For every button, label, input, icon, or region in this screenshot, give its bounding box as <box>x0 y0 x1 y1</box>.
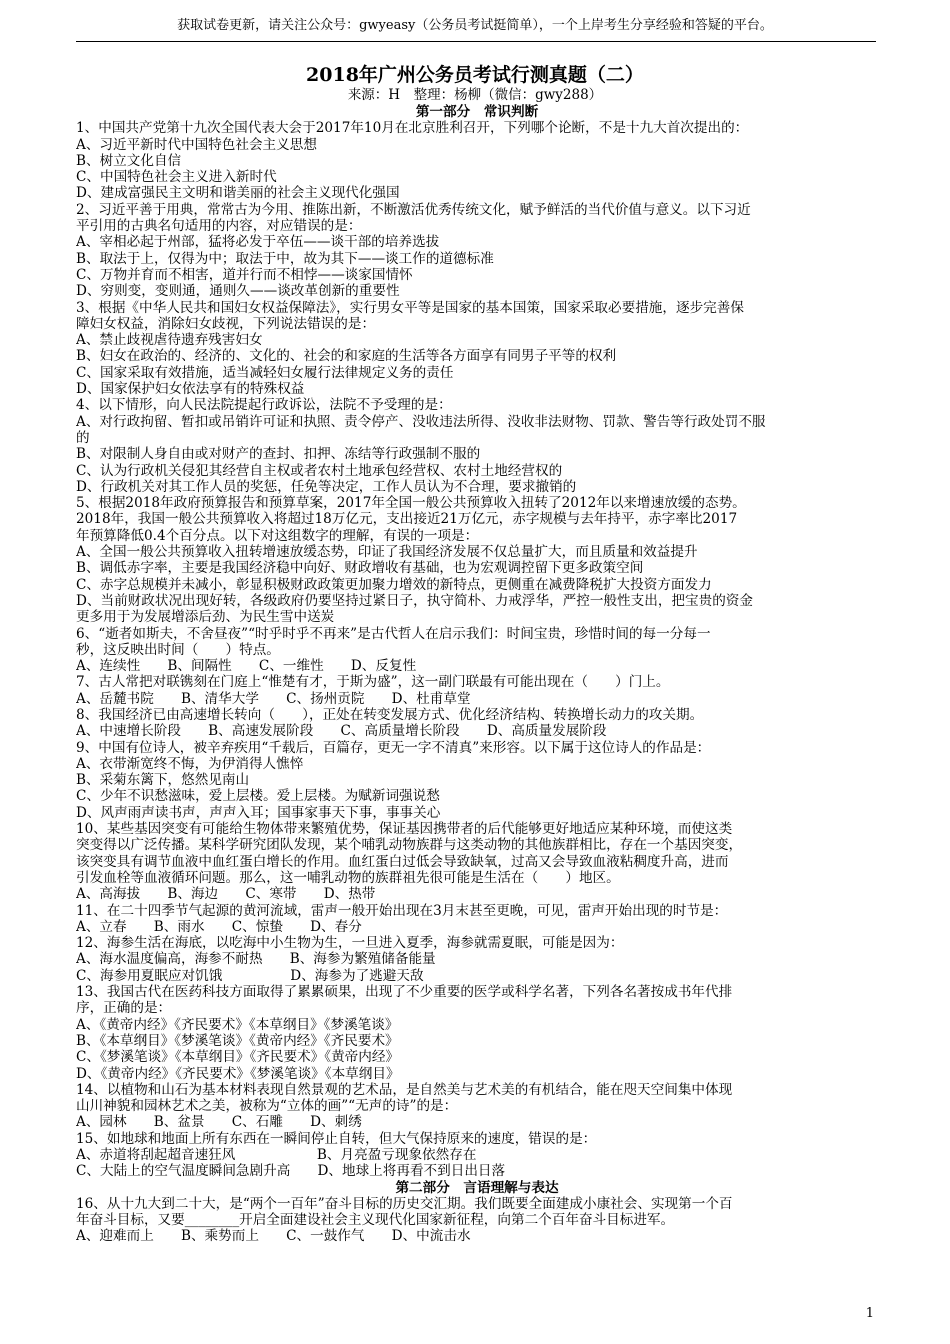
text-line: D、风声雨声读书声，声声入耳；国事家事天下事，事事关心 <box>76 804 441 821</box>
text-line: 11、在二十四季节气起源的黄河流域，雷声一般开始出现在3月末甚至更晚，可见，雷声开始出现的时节是： <box>76 902 728 919</box>
text-line: C、《梦溪笔谈》《本草纲目》《齐民要术》《黄帝内经》 <box>76 1049 400 1066</box>
text-line: 14、以植物和山石为基本材料表现自然景观的艺术品，是自然美与艺术美的有机结合，能在咫天空间集中体现 <box>76 1081 733 1098</box>
text-line: 2018年，我国一般公共预算收入将超过18万亿元，支出接近21万亿元，赤字规模与去年持平，赤字率比2017 <box>76 511 738 528</box>
text-line: A、岳麓书院 B、清华大学 C、扬州贡院 D、杜甫草堂 <box>76 690 471 707</box>
text-line: A、高海拔 B、海边 C、寒带 D、热带 <box>76 886 376 903</box>
text-line: B、《本草纲目》《梦溪笔谈》《黄帝内经》《齐民要术》 <box>76 1032 399 1049</box>
text-line: 更多用于为发展增添后劲、为民生雪中送炭 <box>76 609 335 626</box>
text-line: C、大陆上的空气温度瞬间急剧升高 D、地球上将再看不到日出日落 <box>76 1163 506 1180</box>
page-header-note: 获取试卷更新，请关注公众号：gwyeasy（公务员考试挺简单），一个上岸考生分享经验和答疑的平台。 <box>177 18 773 33</box>
text-line: 山川神貌和园林艺术之美，被称为“立体的画”“无声的诗”的是： <box>76 1098 458 1115</box>
text-line: C、赤字总规模并未减小，彰显积极财政政策更加聚力增效的新特点，更侧重在减费降税扩大投资方面发力 <box>76 576 712 593</box>
text-line: A、海水温度偏高，海参不耐热 B、海参为繁殖储备能量 <box>76 951 436 968</box>
header-divider <box>76 41 876 42</box>
text-line: 10、某些基因突变有可能给生物体带来繁殖优势，保证基因携带者的后代能够更好地适应某种环境，而使这类 <box>76 821 733 838</box>
text-line: 秒，这反映出时间（ ）特点。 <box>76 641 280 658</box>
text-line: 1、中国共产党第十九次全国代表大会于2017年10月在北京胜利召开，下列哪个论断，不是十九大首次提出的： <box>76 120 749 137</box>
text-line: A、连续性 B、间隔性 C、一维性 D、反复性 <box>76 658 417 675</box>
text-line: B、调低赤字率，主要是我国经济稳中向好、财政增收有基础，也为宏观调控留下更多政策空间 <box>76 560 644 577</box>
text-line: D、行政机关对其工作人员的奖惩，任免等决定，工作人员认为不合理，要求撤销的 <box>76 478 577 495</box>
text-line: 8、我国经济已由高速增长转向（ ），正处在转变发展方式、优化经济结构、转换增长动力的攻关期。 <box>76 706 704 723</box>
text-line: A、全国一般公共预算收入扭转增速放缓态势，印证了我国经济发展不仅总量扩大，而且质量和效益提升 <box>76 544 698 561</box>
text-line: 突变得以广泛传播。某科学研究团队发现，某个哺乳动物族群与这类动物的其他族群相比，存在一个基因突变， <box>76 837 743 854</box>
text-line: 4、以下情形，向人民法院提起行政诉讼，法院不予受理的是： <box>76 397 452 414</box>
section-heading: 第二部分 言语理解与表达 <box>395 1179 559 1196</box>
text-line: C、少年不识愁滋味，爱上层楼。爱上层楼。为赋新词强说愁 <box>76 788 440 805</box>
text-line: B、妇女在政治的、经济的、文化的、社会的和家庭的生活等各方面享有同男子平等的权利 <box>76 348 617 365</box>
section-heading: 第一部分 常识判断 <box>415 104 539 120</box>
text-line: A、禁止歧视虐待遗弃残害妇女 <box>76 332 263 349</box>
text-line: 12、海参生活在海底，以吃海中小生物为生，一旦进入夏季，海参就需夏眠，可能是因为： <box>76 935 624 952</box>
document-body <box>76 104 878 1245</box>
text-line: D、当前财政状况出现好转，各级政府仍要坚持过紧日子，执守简朴、力戒浮华，严控一般性支出，把宝贵的资金 <box>76 592 753 609</box>
text-line: A、立春 B、雨水 C、惊蛰 D、春分 <box>76 918 362 935</box>
text-line: 该突变具有调节血液中血红蛋白增长的作用。血红蛋白过低会导致缺氧，过高又会导致血液粘稠度升高，进而 <box>76 853 729 870</box>
page-title: 2018年广州公务员考试行测真题（二） <box>306 64 644 86</box>
text-line: A、中速增长阶段 B、高速发展阶段 C、高质量增长阶段 D、高质量发展阶段 <box>76 723 607 740</box>
text-line: A、《黄帝内经》《齐民要术》《本草纲目》《梦溪笔谈》 <box>76 1016 399 1033</box>
text-line: D、建成富强民主文明和谐美丽的社会主义现代化强国 <box>76 185 400 202</box>
text-line: 6、“逝者如斯夫，不舍昼夜”“时乎时乎不再来”是古代哲人在启示我们：时间宝贵，珍惜时间的每一分每一 <box>76 625 711 642</box>
text-line: B、取法于上，仅得为中；取法于中，故为其下——谈工作的道德标准 <box>76 250 494 267</box>
text-line: 年预算降低0.4个百分点。以下对这组数字的理解，有误的一项是： <box>76 527 479 544</box>
text-line: A、习近平新时代中国特色社会主义思想 <box>76 136 317 153</box>
text-line: 引发血栓等血液循环问题。那么，这一哺乳动物的族群祖先很可能是生活在（ ）地区。 <box>76 869 620 886</box>
text-line: 16、从十九大到二十大，是“两个一百年”奋斗目标的历史交汇期。我们既要全面建成小康社会、实现第一个百 <box>76 1195 733 1212</box>
text-line: 障妇女权益，消除妇女歧视，下列说法错误的是： <box>76 315 376 332</box>
text-line: A、迎难而上 B、乘势而上 C、一鼓作气 D、中流击水 <box>76 1228 471 1245</box>
text-line: 3、根据《中华人民共和国妇女权益保障法》，实行男女平等是国家的基本国策，国家采取必要措施，逐步完善保 <box>76 299 744 316</box>
text-line: 平引用的古典名句适用的内容，对应错误的是： <box>76 218 362 235</box>
text-line: A、宰相必起于州部，猛将必发于卒伍——谈干部的培养选拔 <box>76 234 440 251</box>
text-line: A、对行政拘留、暂扣或吊销许可证和执照、责令停产、没收违法所得、没收非法财物、罚款、警告等行政处罚不服 <box>76 413 766 430</box>
text-line: 年奋斗目标，又要________开启全面建设社会主义现代化国家新征程，向第二个百年奋斗目标进军。 <box>76 1212 675 1229</box>
text-line: B、对限制人身自由或对财产的查封、扣押、冻结等行政强制不服的 <box>76 446 481 463</box>
text-line: 13、我国古代在医药科技方面取得了累累硕果，出现了不少重要的医学或科学名著，下列各名著按成书年代排 <box>76 984 733 1001</box>
text-line: C、万物并育而不相害，道并行而不相悖——谈家国情怀 <box>76 266 413 283</box>
text-line: D、国家保护妇女依法享有的特殊权益 <box>76 381 305 398</box>
page-number: 1 <box>865 1306 874 1321</box>
text-line: D、《黄帝内经》《齐民要术》《梦溪笔谈》《本草纲目》 <box>76 1065 400 1082</box>
text-line: 2、习近平善于用典，常常古为今用、推陈出新，不断激活优秀传统文化，赋予鲜活的当代价值与意义。以下习近 <box>76 201 751 218</box>
text-line: 序，正确的是： <box>76 1000 172 1017</box>
text-line: C、中国特色社会主义进入新时代 <box>76 169 277 186</box>
text-line: A、赤道将刮起超音速狂风 B、月亮盈亏现象依然存在 <box>76 1147 477 1163</box>
text-line: B、采菊东篱下，悠然见南山 <box>76 772 250 789</box>
text-line: 15、如地球和地面上所有东西在一瞬间停止自转，但大气保持原来的速度，错误的是： <box>76 1130 597 1147</box>
source-credit: 来源：H 整理：杨柳（微信：gwy288） <box>347 87 603 103</box>
text-line: 5、根据2018年政府预算报告和预算草案，2017年全国一般公共预算收入扭转了2012年以来增速放缓的态势。 <box>76 495 746 512</box>
text-line: 9、中国有位诗人，被辛弃疾用“千载后，百篇存，更无一字不清真”来形容。以下属于这位诗人的作品是： <box>76 739 711 756</box>
text-line: 7、古人常把对联镌刻在门庭上“惟楚有才，于斯为盛”，这一副门联最有可能出现在（ ）门上。 <box>76 674 670 691</box>
text-line: B、树立文化自信 <box>76 152 182 169</box>
text-line: C、国家采取有效措施，适当减轻妇女履行法律规定义务的责任 <box>76 364 454 381</box>
text-line: A、园林 B、盆景 C、石雕 D、刺绣 <box>76 1114 362 1131</box>
text-line: A、衣带渐宽终不悔，为伊消得人憔悴 <box>76 755 304 772</box>
text-line: C、认为行政机关侵犯其经营自主权或者农村土地承包经营权、农村土地经营权的 <box>76 462 563 479</box>
text-line: C、海参用夏眠应对饥饿 D、海参为了逃避天敌 <box>76 967 424 984</box>
text-line: D、穷则变，变则通，通则久——谈改革创新的重要性 <box>76 283 400 300</box>
text-line: 的 <box>76 429 90 446</box>
